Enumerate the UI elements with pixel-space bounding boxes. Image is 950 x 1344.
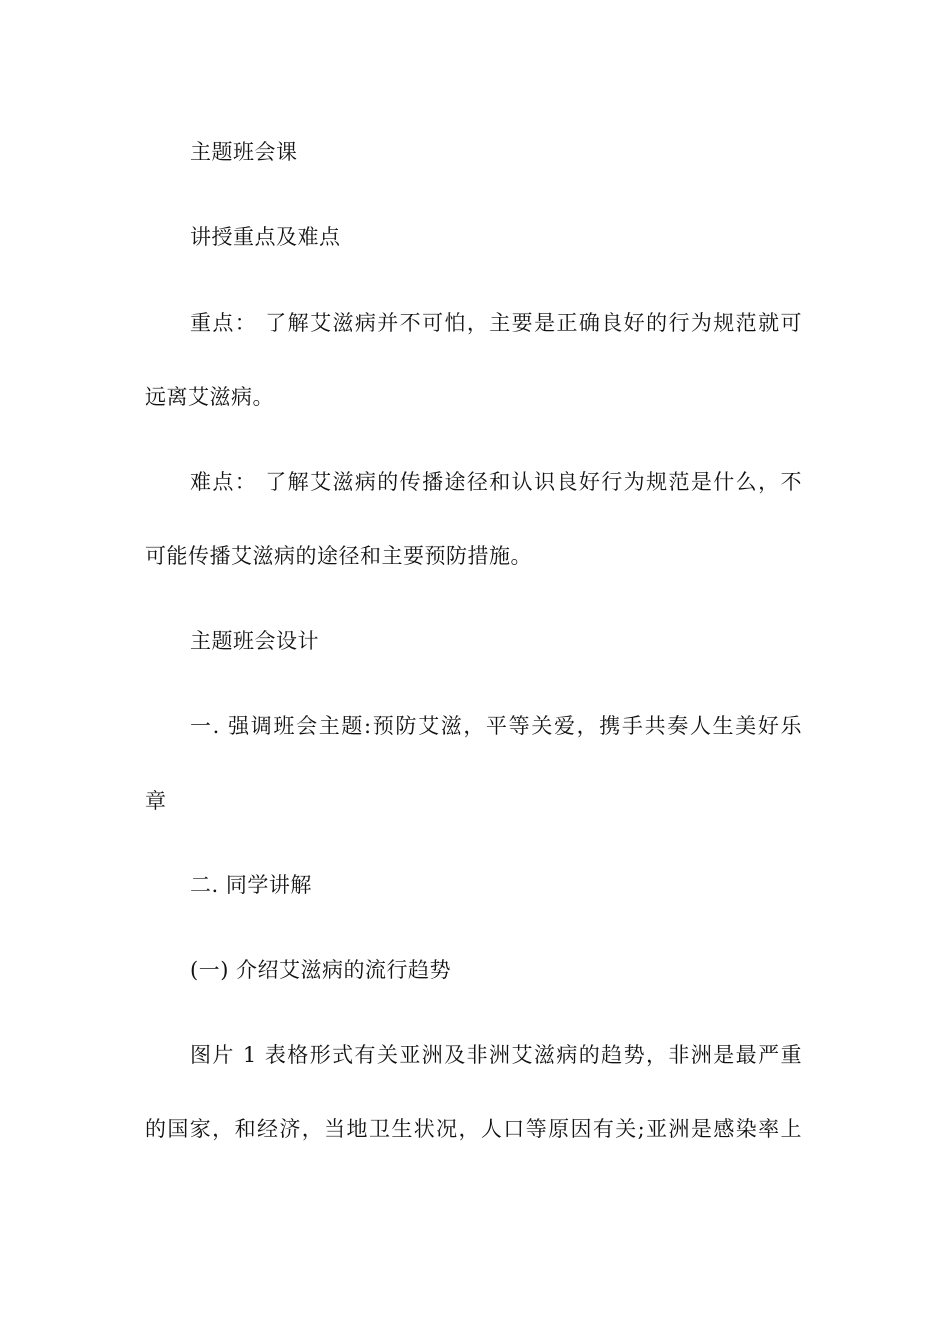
heading-trend-intro: (一) 介绍艾滋病的流行趋势 (190, 958, 452, 982)
paragraph-theme-line-1: 一. 强调班会主题:预防艾滋，平等关爱，携手共奏人生美好乐 (190, 714, 802, 738)
paragraph-key-point-line-1: 重点： 了解艾滋病并不可怕，主要是正确良好的行为规范就可 (190, 311, 802, 335)
paragraph-picture-line-2: 的国家，和经济，当地卫生状况，人口等原因有关;亚洲是感染率上 (145, 1117, 802, 1141)
heading-meeting-design: 主题班会设计 (190, 629, 319, 653)
paragraph-difficulty-line-1: 难点： 了解艾滋病的传播途径和认识良好行为规范是什么，不 (190, 470, 802, 494)
paragraph-key-point-line-2: 远离艾滋病。 (145, 385, 274, 409)
paragraph-theme-line-2: 章 (145, 789, 167, 813)
heading-student-explanation: 二. 同学讲解 (190, 873, 312, 897)
heading-class-meeting: 主题班会课 (190, 140, 298, 164)
paragraph-difficulty-line-2: 可能传播艾滋病的途径和主要预防措施。 (145, 544, 532, 568)
paragraph-picture-line-1: 图片 1 表格形式有关亚洲及非洲艾滋病的趋势，非洲是最严重 (190, 1043, 802, 1067)
heading-key-points: 讲授重点及难点 (190, 225, 341, 249)
